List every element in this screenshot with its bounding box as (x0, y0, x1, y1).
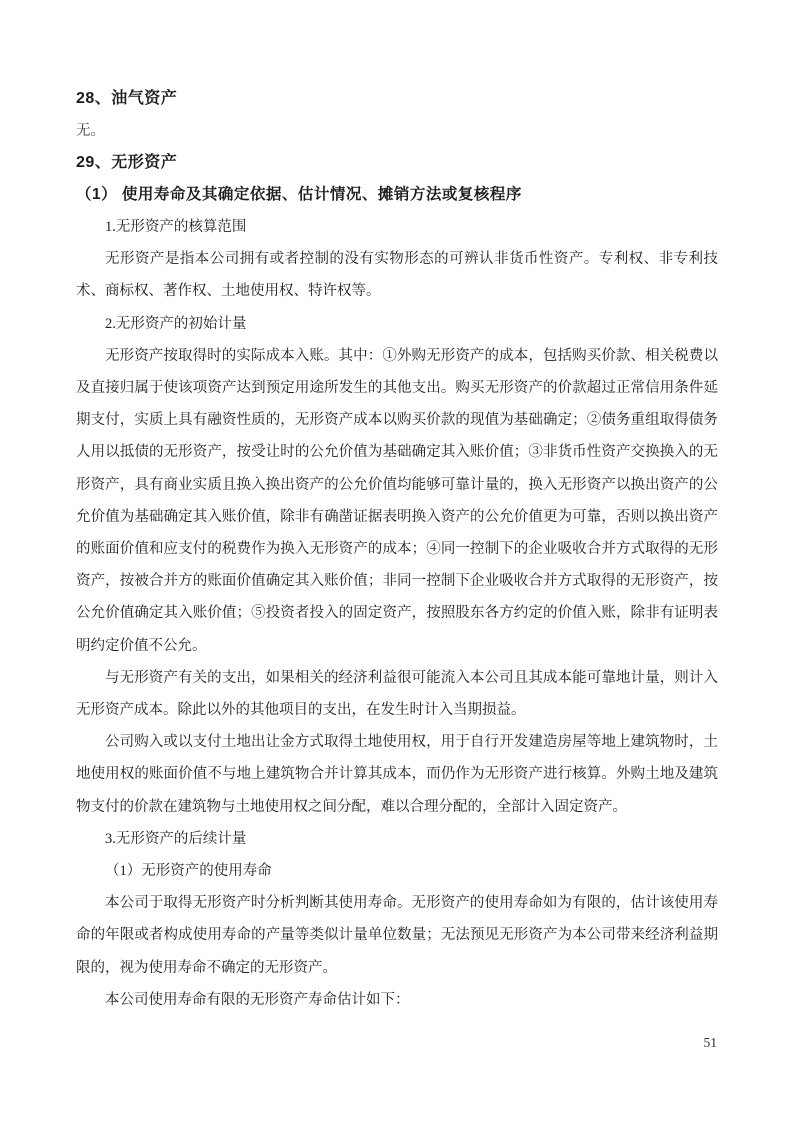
paragraph-accounting-scope: 无形资产是指本公司拥有或者控制的没有实物形态的可辨认非货币性资产。专利权、非专利技术、商标权、著作权、土地使用权、特许权等。 (76, 251, 718, 300)
paragraph-land-use-right: 公司购入或以支付土地出让金方式取得土地使用权，用于自行开发建造房屋等地上建筑物时，土地使用权的账面价值不与地上建筑物合并计算其成本，而仍作为无形资产进行核算。外购土地及建筑物支付的价款在建筑物与土地使用权之间分配，难以合理分配的，全部计入固定资产。 (76, 734, 718, 815)
paragraph-none: 无。 (76, 123, 105, 139)
sub-item-heading-useful-life: （1）无形资产的使用寿命 (105, 863, 272, 880)
paragraph-life-estimate-intro: 本公司使用寿命有限的无形资产寿命估计如下： (105, 991, 410, 1008)
paragraph-related-expenditure: 与无形资产有关的支出，如果相关的经济利益很可能流入本公司且其成本能可靠地计量，则计入无形资产成本。除此以外的其他项目的支出，在发生时计入当期损益。 (76, 669, 718, 719)
section-heading-oil-gas-assets: 28、油气资产 (76, 90, 178, 107)
item-heading-subsequent-measurement: 3.无形资产的后续计量 (105, 830, 247, 847)
section-heading-intangible-assets: 29、无形资产 (76, 154, 178, 171)
item-heading-initial-measurement: 2.无形资产的初始计量 (105, 315, 247, 332)
item-heading-accounting-scope: 1.无形资产的核算范围 (105, 219, 247, 235)
paragraph-useful-life-judgement: 本公司于取得无形资产时分析判断其使用寿命。无形资产的使用寿命如为有限的，估计该使用寿命的年限或者构成使用寿命的产量等类似计量单位数量；无法预见无形资产为本公司带来经济利益期限的，视为使用寿命不确定的无形资产。 (76, 895, 718, 976)
page-content (76, 83, 718, 1016)
subsection-heading-useful-life: （1） 使用寿命及其确定依据、估计情况、摊销方法或复核程序 (76, 186, 522, 203)
paragraph-initial-measurement: 无形资产按取得时的实际成本入账。其中：①外购无形资产的成本，包括购买价款、相关税费以及直接归属于使该项资产达到预定用途所发生的其他支出。购买无形资产的价款超过正常信用条件延期支付，实质上具有融资性质的，无形资产成本以购买价款的现值为基础确定；②债务重组取得债务人用以抵债的无形资产，按受让时的公允价值为基础确定其入账价值；③非货币性资产交换换入的无形资产，具有商业实质且换入换出资产的公允价值均能够可靠计量的，换入无形资产以换出资产的公允价值为基础确定其入账价值，除非有确凿证据表明换入资产的公允价值更为可靠，否则以换出资产的账面价值和应支付的税费作为换入无形资产的成本；④同一控制下的企业吸收合并方式取得的无形资产，按被合并方的账面价值确定其入账价值；非同一控制下企业吸收合并方式取得的无形资产，按公允价值确定其入账价值；⑤投资者投入的固定资产，按照股东各方约定的价值入账，除非有证明表明约定价值不公允。 (76, 347, 718, 654)
page-number: 51 (703, 1035, 717, 1050)
